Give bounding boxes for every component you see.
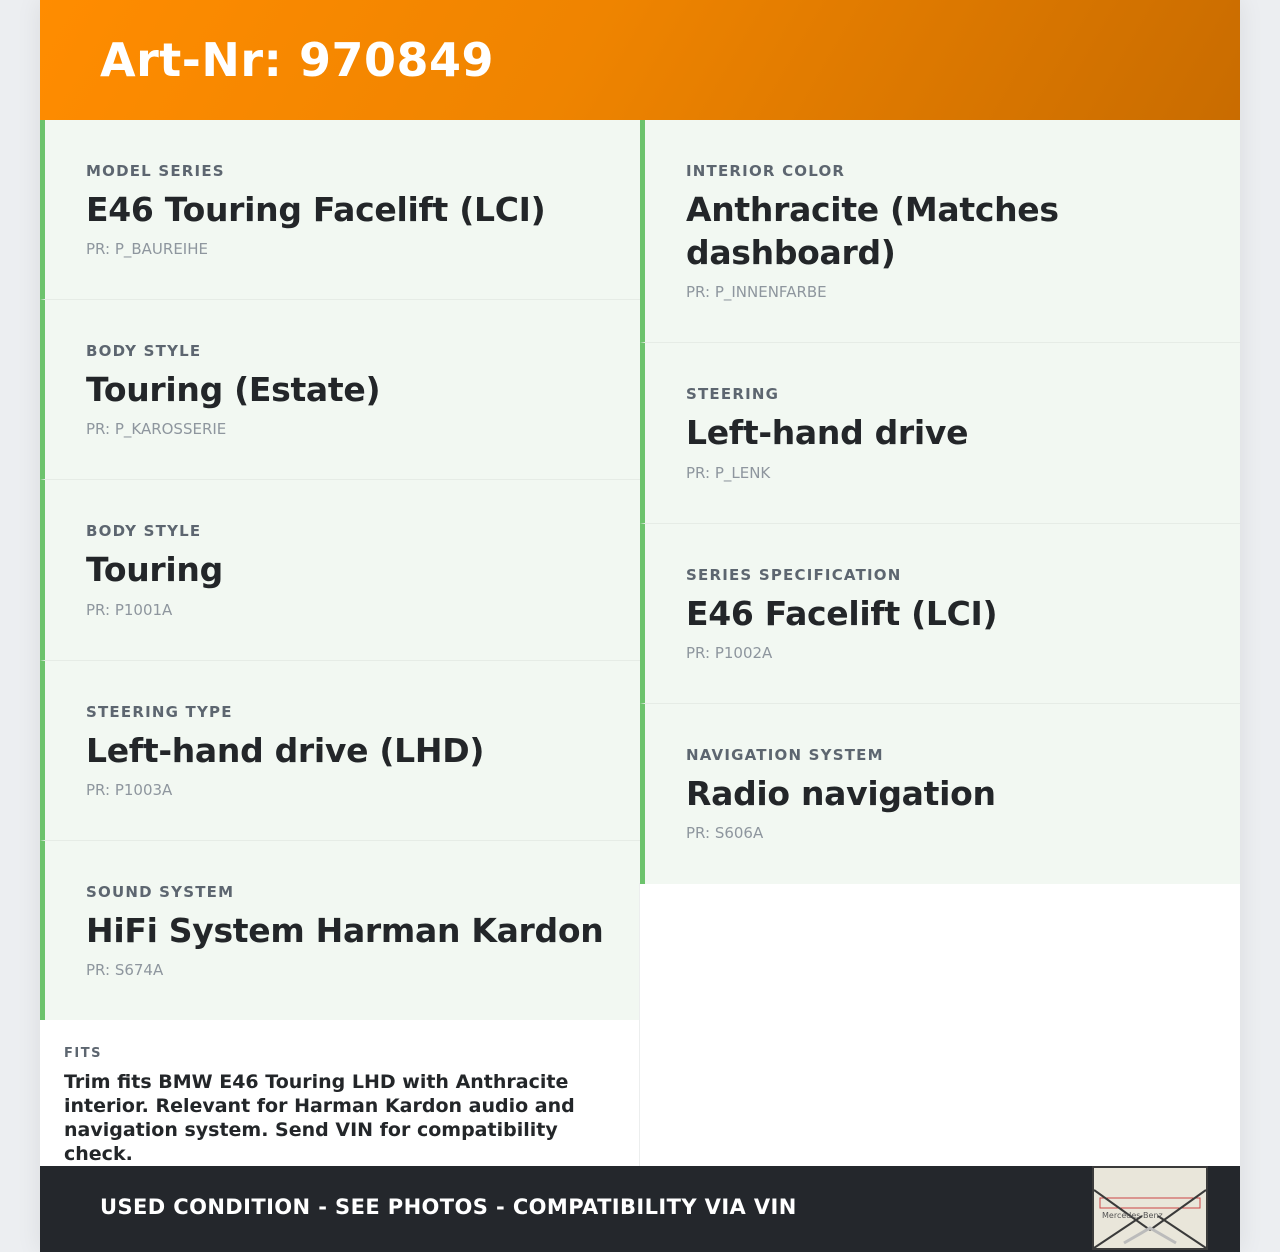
- spec-label: SERIES SPECIFICATION: [686, 566, 902, 584]
- spec-label: NAVIGATION SYSTEM: [686, 746, 884, 764]
- spec-value: E46 Facelift (LCI): [686, 594, 998, 633]
- spec-card: [640, 343, 1240, 524]
- spec-card: [40, 480, 640, 661]
- footer-condition-text: USED CONDITION - SEE PHOTOS - COMPATIBILITY VIA VIN: [100, 1195, 797, 1219]
- spec-label: STEERING TYPE: [86, 703, 233, 721]
- spec-pr-code: PR: P1001A: [86, 601, 173, 619]
- spec-label: BODY STYLE: [86, 342, 202, 360]
- footer-bar: [40, 1166, 1240, 1252]
- fits-section: [40, 1020, 640, 1166]
- spec-label: BODY STYLE: [86, 522, 202, 540]
- svg-text:Mercedes-Benz: Mercedes-Benz: [1102, 1211, 1163, 1220]
- spec-value: Touring (Estate): [86, 370, 381, 409]
- fits-text: Trim fits BMW E46 Touring LHD with Anthracite interior. Relevant for Harman Kardon audio and navigation system. Send VIN for compatibility check.: [64, 1071, 575, 1165]
- article-number-title: Art-Nr: 970849: [100, 33, 495, 87]
- spec-card: [40, 841, 640, 1021]
- spec-pr-code: PR: P_KAROSSERIE: [86, 420, 227, 438]
- spec-card: [40, 661, 640, 841]
- envelope-stamp-icon: [1092, 1166, 1208, 1250]
- header-bar: [40, 0, 1240, 120]
- spec-pr-code: PR: P_LENK: [686, 464, 771, 482]
- spec-card: [640, 120, 1240, 343]
- spec-pr-code: PR: P1002A: [686, 644, 773, 662]
- spec-card: [640, 704, 1240, 884]
- spec-label: STEERING: [686, 385, 780, 403]
- spec-pr-code: PR: S606A: [686, 824, 764, 842]
- spec-value: HiFi System Harman Kardon: [86, 911, 604, 950]
- spec-value: Touring: [86, 550, 223, 589]
- spec-column-right: [640, 120, 1240, 884]
- spec-pr-code: PR: P_INNENFARBE: [686, 283, 827, 301]
- spec-card: [640, 524, 1240, 704]
- envelope-stamp-icon: [1094, 1168, 1206, 1248]
- page: [40, 0, 1240, 1252]
- spec-card: [40, 120, 640, 300]
- spec-pr-code: PR: P_BAUREIHE: [86, 240, 208, 258]
- spec-label: INTERIOR COLOR: [686, 162, 846, 180]
- spec-column-left: [40, 120, 640, 1021]
- spec-value: E46 Touring Facelift (LCI): [86, 190, 546, 229]
- spec-label: SOUND SYSTEM: [86, 883, 235, 901]
- spec-pr-code: PR: P1003A: [86, 781, 173, 799]
- spec-label: MODEL SERIES: [86, 162, 225, 180]
- spec-value: Anthracite (Matches dashboard): [686, 190, 1059, 272]
- fits-label: FITS: [64, 1046, 102, 1061]
- spec-value: Left-hand drive: [686, 413, 969, 452]
- spec-value: Left-hand drive (LHD): [86, 731, 485, 770]
- spec-value: Radio navigation: [686, 774, 996, 813]
- spec-pr-code: PR: S674A: [86, 961, 164, 979]
- spec-card: [40, 300, 640, 480]
